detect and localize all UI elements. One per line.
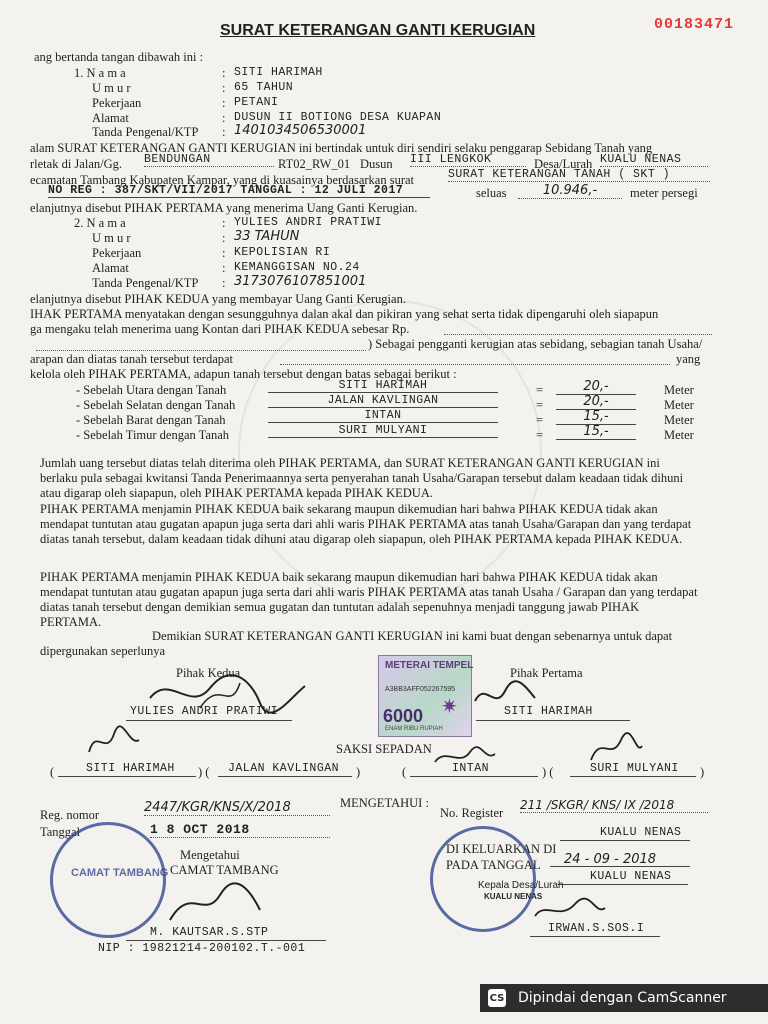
land-reg: NO REG : 387/SKT/VII/2017 TANGGAL : 12 JULI 2017: [48, 184, 430, 198]
meterai-code: A3BB3AFF052267595: [385, 686, 456, 693]
mid-line-1: elanjutnya disebut PIHAK KEDUA yang membayar Uang Ganti Kerugian.: [30, 292, 406, 306]
land-desa: KUALU NENAS: [600, 153, 708, 167]
party1-job-value: PETANI: [234, 96, 279, 109]
party1-name-label: 1. N a m a: [74, 66, 126, 80]
border-owner-north: SITI HARIMAH: [268, 379, 498, 393]
pihak-pertama-label: Pihak Pertama: [510, 666, 583, 680]
pihak-kedua-name: YULIES ANDRI PRATIWI: [130, 705, 279, 718]
land-dusun-label: Dusun: [360, 157, 393, 171]
border-owner-east: SURI MULYANI: [268, 424, 498, 438]
reg-nomor-label: Reg. nomor: [40, 808, 100, 822]
border-unit-east: Meter: [664, 428, 694, 442]
mengetahui-label: MENGETAHUI :: [340, 796, 429, 810]
party1-address-label: Alamat: [92, 111, 129, 125]
paragraph-2: PIHAK PERTAMA menjamin PIHAK KEDUA baik sekarang maupun dikemudian hari bahwa PIHAK KEDUA tidak akan mendapat tuntutan atau gugatan apapun juga serta dari ahli waris PIHAK PERTAMA atas tanah Usaha/Garapan dan yang terdapat diatas tanah tersebut, dalam keadaan tidak dihuni atau digarap oleh siapapun, oleh PIHAK PERTAMA kepada PIHAK KEDUA.: [40, 502, 692, 546]
land-seluas-unit: meter persegi: [630, 186, 698, 200]
party1-age-label: U m u r: [92, 81, 131, 95]
saksi-1-signature: [84, 722, 144, 762]
party1-id-value: 1401034506530001: [234, 123, 367, 138]
no-register-label: No. Register: [440, 806, 504, 820]
camat-name: M. KAUTSAR.S.STP: [150, 926, 269, 939]
border-value-north: 20,-: [556, 379, 636, 395]
garuda-emblem-icon: ✷: [441, 696, 458, 718]
party2-age-label: U m u r: [92, 231, 131, 245]
saksi-3-name: INTAN: [452, 762, 490, 775]
border-label-west: - Sebelah Barat dengan Tanah: [76, 413, 226, 427]
mid-line-3: ga mengaku telah menerima uang Kontan dari PIHAK KEDUA sebesar Rp.: [30, 322, 410, 336]
land-desa-label: Desa/Lurah: [534, 157, 593, 171]
party1-job-label: Pekerjaan: [92, 96, 142, 110]
tanggal-label: Tanggal: [40, 825, 81, 839]
amount-line: [444, 334, 712, 335]
party2-id-label: Tanda Pengenal/KTP: [92, 276, 199, 290]
party2-job-label: Pekerjaan: [92, 246, 142, 260]
mid-line-4: ) Sebagai pengganti kerugian atas sebidang, sebagian tanah Usaha/: [368, 337, 703, 351]
page-title: SURAT KETERANGAN GANTI KERUGIAN: [220, 22, 536, 39]
saksi-2-name: JALAN KAVLINGAN: [228, 762, 340, 775]
border-eq-east: =: [536, 428, 544, 442]
border-owner-west: INTAN: [268, 409, 498, 423]
party1-age-value: 65 TAHUN: [234, 81, 294, 94]
land-line-1: alam SURAT KETERANGAN GANTI KERUGIAN ini bertindak untuk diri sendiri selaku penggarap Sebidang Tanah yang: [30, 141, 653, 155]
party2-age-value: 33 TAHUN: [234, 229, 300, 244]
paragraph-1: Jumlah uang tersebut diatas telah diterima oleh PIHAK PERTAMA, dan SURAT KETERANGAN GANTI KERUGIAN ini berlaku pula sebagai kwitansi Tanda Penerimaannya serta penyerahan tanah Usaha/Garapan tersebut dalam keadaan tidak dihuni atau digarap oleh siapapun, oleh PIHAK PERTAMA kepada PIHAK KEDUA.: [40, 456, 684, 500]
intro-text: ang bertanda tangan dibawah ini :: [34, 50, 204, 64]
border-value-west: 15,-: [556, 409, 636, 425]
border-label-north: - Sebelah Utara dengan Tanah: [76, 383, 227, 397]
camat-nip: NIP : 19821214-200102.T.-001: [98, 942, 306, 955]
party1-id-label: Tanda Pengenal/KTP: [92, 125, 199, 139]
border-label-south: - Sebelah Selatan dengan Tanah: [76, 398, 236, 412]
pihak-kedua-label: Pihak Kedua: [176, 666, 241, 680]
meterai-value: 6000: [383, 706, 424, 726]
camat-title: CAMAT TAMBANG: [170, 863, 279, 877]
kades-name: IRWAN.S.SOS.I: [548, 922, 645, 935]
camscanner-logo-icon: CS: [488, 989, 506, 1007]
party1-name-value: SITI HARIMAH: [234, 66, 323, 79]
land-dusun: III LENGKOK: [410, 153, 526, 167]
camat-signature: [160, 880, 270, 930]
border-label-east: - Sebelah Timur dengan Tanah: [76, 428, 230, 442]
party2-id-value: 3173076107851001: [234, 274, 367, 289]
party2-name-label: 2. N a m a: [74, 216, 126, 230]
party2-address-label: Alamat: [92, 261, 129, 275]
mid-line-6: kelola oleh PIHAK PERTAMA, adapun tanah tersebut dengan batas sebagai berikut :: [30, 367, 457, 381]
party2-name-value: YULIES ANDRI PRATIWI: [234, 216, 383, 229]
border-value-south: 20,-: [556, 394, 636, 410]
border-value-east: 15,-: [556, 424, 636, 440]
camat-official-stamp: [50, 822, 169, 938]
saksi-1-name: SITI HARIMAH: [86, 762, 175, 775]
border-unit-west: Meter: [664, 413, 694, 427]
pada-tanggal-label: PADA TANGGAL: [446, 858, 541, 872]
land-seluas: 10.946,-: [518, 183, 622, 199]
pada-tanggal-value: 24 - 09 - 2018: [564, 852, 657, 867]
party1-address-value: DUSUN II BOTIONG DESA KUAPAN: [234, 111, 442, 124]
camscanner-watermark: [480, 984, 768, 1012]
paragraph-4a: Demikian SURAT KETERANGAN GANTI KERUGIAN ini kami buat dengan sebenarnya untuk dapat: [152, 629, 673, 643]
mengetahui2-label: Mengetahui: [180, 848, 240, 862]
kepala-desa-sub: KUALU NENAS: [484, 892, 543, 901]
no-register-value: 211 /SKGR/ KNS/ IX /2018: [520, 798, 708, 813]
paragraph-4b: dipergunakan seperlunya: [40, 644, 166, 658]
saksi-label: SAKSI SEPADAN: [336, 742, 432, 756]
border-eq-north: =: [536, 383, 544, 397]
paragraph-3: PIHAK PERTAMA menjamin PIHAK KEDUA baik sekarang maupun dikemudian hari bahwa PIHAK KEDUA tidak akan mendapat tuntutan atau gugatan apapun juga serta dari ahli waris PIHAK PERTAMA atas tanah Usaha / Garapan dan yang terdapat diatas tanah tersebut dengan demikian semua gugatan dan tuntutan adalah sepenuhnya menjadi tanggung jawab PIHAK PERTAMA.: [40, 570, 698, 629]
land-rt-rw: RT02_RW_01: [278, 157, 351, 171]
desa-official-stamp: [430, 826, 536, 932]
border-owner-south: JALAN KAVLINGAN: [268, 394, 498, 408]
mid-line-2: IHAK PERTAMA menyatakan dengan sesungguhnya dalan akal dan pikiran yang sehat serta tidak dipengaruhi oleh siapapun: [30, 307, 659, 321]
mid-line-5: arapan dan diatas tanah tersebut terdapat: [30, 352, 234, 366]
reg-nomor-value: 2447/KGR/KNS/X/2018: [144, 800, 330, 816]
party2-address-value: KEMANGGISAN NO.24: [234, 261, 360, 274]
camat-stamp-text: CAMAT TAMBANG: [71, 867, 169, 879]
party2-job-value: KEPOLISIAN RI: [234, 246, 331, 259]
land-line-5: elanjutnya disebut PIHAK PERTAMA yang menerima Uang Ganti Kerugian.: [30, 201, 418, 215]
saksi-4-name: SURI MULYANI: [590, 762, 679, 775]
land-line-2-prefix: rletak di Jalan/Gg.: [30, 157, 122, 171]
land-street: BENDUNGAN: [144, 153, 274, 167]
meterai-sub: ENAM RIBU RUPIAH: [385, 726, 443, 732]
border-eq-west: =: [536, 413, 544, 427]
land-surat: SURAT KETERANGAN TANAH ( SKT ): [448, 168, 710, 182]
mid-line-5-end: yang: [676, 352, 701, 366]
kualu-nenas-1: KUALU NENAS: [600, 826, 682, 839]
document-number: 00183471: [654, 16, 735, 33]
kepala-desa-label: Kepala Desa/Lurah: [478, 880, 564, 891]
meterai-stamp: [378, 655, 472, 737]
tanggal-value: 1 8 OCT 2018: [150, 822, 330, 838]
amount-words-line: [36, 350, 366, 351]
kualu-nenas-2: KUALU NENAS: [590, 870, 672, 883]
border-unit-north: Meter: [664, 383, 694, 397]
meterai-text: METERAI TEMPEL: [385, 660, 474, 671]
land-seluas-label: seluas: [476, 186, 507, 200]
pihak-pertama-name: SITI HARIMAH: [504, 705, 593, 718]
dikeluarkan-label: DI KELUARKAN DI: [446, 842, 557, 856]
camscanner-label: Dipindai dengan CamScanner: [518, 990, 727, 1006]
border-eq-south: =: [536, 398, 544, 412]
land-line-3-prefix: ecamatan Tambang Kabupaten Kampar, yang di kuasainya berdasarkan surat: [30, 173, 415, 187]
border-unit-south: Meter: [664, 398, 694, 412]
